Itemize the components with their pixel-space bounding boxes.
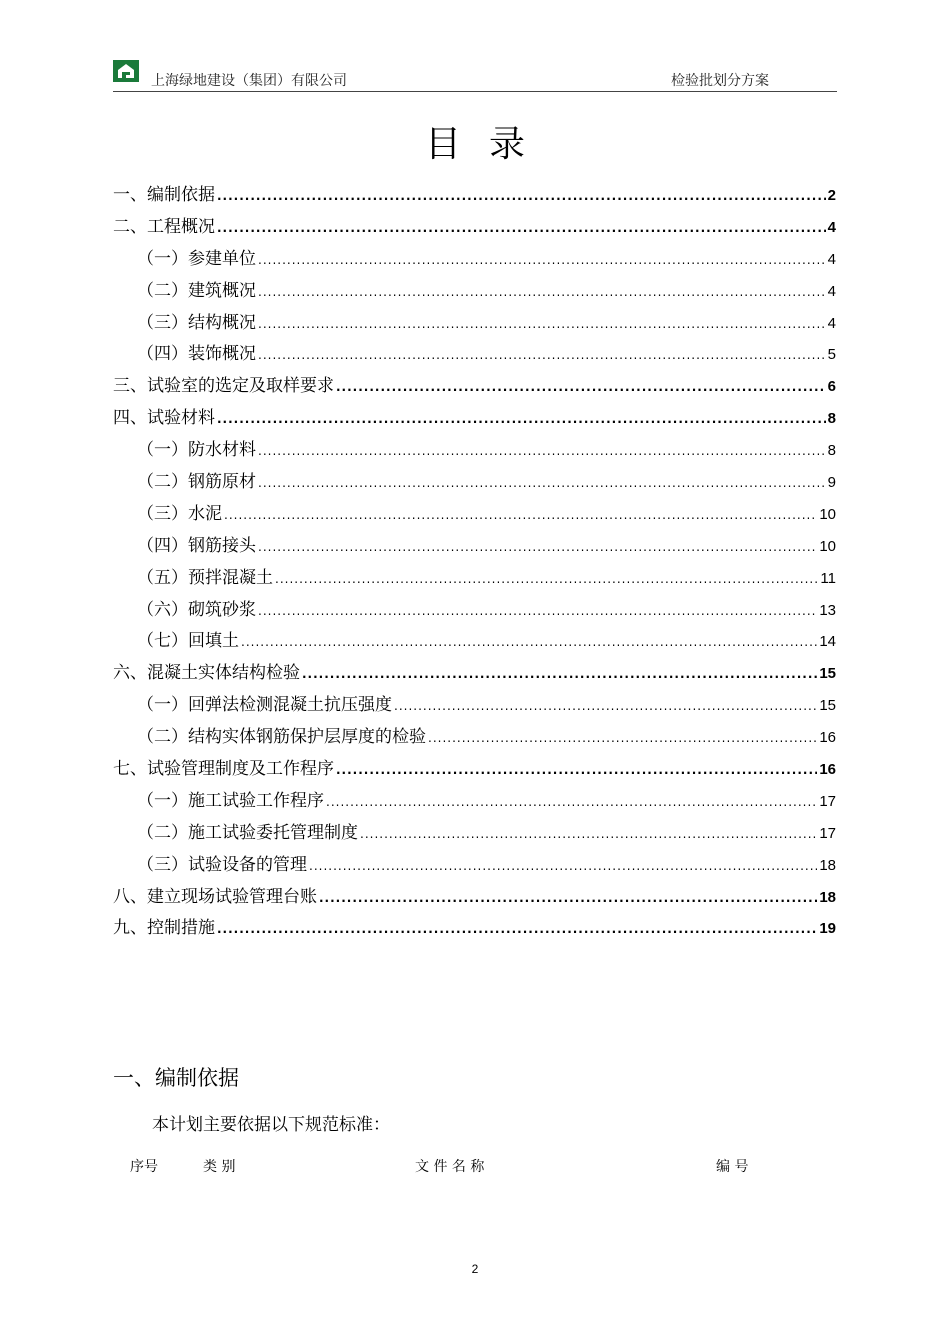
- toc-entry[interactable]: [113, 499, 836, 531]
- toc-entry-page: 16: [819, 729, 836, 747]
- toc-entry-page: 17: [819, 792, 836, 810]
- toc-entry-label: （二）结构实体钢筋保护层厚度的检验: [137, 727, 426, 748]
- section-intro: 本计划主要依据以下规范标准：: [152, 1115, 390, 1135]
- toc-entry-label: （三）结构概况: [137, 312, 256, 333]
- toc-entry[interactable]: [113, 882, 836, 914]
- table-of-contents: [113, 180, 836, 945]
- page-number: 2: [471, 1262, 479, 1276]
- toc-leader-dots: [217, 914, 817, 946]
- toc-entry-page: 4: [827, 218, 836, 236]
- toc-entry-page: 4: [827, 314, 836, 332]
- toc-entry-label: （二）钢筋原材: [137, 472, 256, 493]
- col-header-no: 序号: [130, 1159, 158, 1175]
- toc-entry-page: 18: [819, 856, 836, 874]
- toc-entry[interactable]: [113, 276, 836, 308]
- toc-entry[interactable]: [113, 212, 836, 244]
- toc-leader-dots: [258, 277, 826, 309]
- company-name: 上海绿地建设（集团）有限公司: [151, 73, 347, 89]
- col-header-category: 类 别: [203, 1159, 236, 1175]
- toc-entry-label: 六、混凝土实体结构检验: [113, 663, 300, 684]
- toc-entry-page: 5: [827, 346, 836, 364]
- toc-entry-page: 13: [819, 601, 836, 619]
- toc-entry-page: 17: [819, 824, 836, 842]
- toc-entry[interactable]: [113, 722, 836, 754]
- toc-leader-dots: [258, 596, 817, 628]
- toc-entry[interactable]: [113, 531, 836, 563]
- company-logo-icon: [113, 60, 139, 82]
- toc-entry-page: 8: [827, 442, 836, 460]
- page-header: [113, 60, 837, 92]
- toc-leader-dots: [326, 787, 817, 819]
- toc-entry-label: （一）回弹法检测混凝土抗压强度: [137, 695, 392, 716]
- toc-entry[interactable]: [113, 308, 836, 340]
- col-header-doc-name: 文 件 名 称: [415, 1159, 485, 1175]
- toc-entry-label: 四、试验材料: [113, 408, 215, 429]
- toc-entry[interactable]: [113, 690, 836, 722]
- toc-leader-dots: [258, 436, 826, 468]
- toc-leader-dots: [241, 627, 817, 659]
- toc-leader-dots: [360, 819, 817, 851]
- toc-entry-label: （三）水泥: [137, 503, 222, 524]
- toc-leader-dots: [258, 245, 826, 277]
- toc-leader-dots: [319, 883, 817, 915]
- toc-leader-dots: [336, 372, 826, 404]
- toc-entry-label: 八、建立现场试验管理台账: [113, 886, 317, 907]
- toc-entry-label: （二）施工试验委托管理制度: [137, 822, 358, 843]
- toc-entry-page: 6: [827, 378, 836, 396]
- toc-entry-page: 9: [827, 474, 836, 492]
- toc-leader-dots: [258, 532, 817, 564]
- toc-entry[interactable]: [113, 754, 836, 786]
- toc-leader-dots: [258, 340, 826, 372]
- toc-entry-page: 10: [819, 505, 836, 523]
- toc-entry-page: 4: [827, 250, 836, 268]
- toc-title: 目录: [424, 124, 553, 165]
- toc-entry-page: 4: [827, 282, 836, 300]
- toc-leader-dots: [275, 564, 818, 596]
- toc-entry[interactable]: [113, 435, 836, 467]
- toc-entry[interactable]: [113, 563, 836, 595]
- toc-entry-label: （一）施工试验工作程序: [137, 790, 324, 811]
- col-header-code: 编 号: [716, 1159, 749, 1175]
- toc-entry[interactable]: [113, 658, 836, 690]
- toc-entry-page: 15: [819, 665, 836, 683]
- toc-entry-page: 2: [827, 187, 836, 204]
- toc-entry-label: （六）砌筑砂浆: [137, 599, 256, 620]
- toc-leader-dots: [428, 723, 817, 755]
- toc-entry[interactable]: [113, 180, 836, 212]
- toc-entry-label: （四）装饰概况: [137, 344, 256, 365]
- toc-entry[interactable]: [113, 339, 836, 371]
- toc-entry-label: （一）参建单位: [137, 248, 256, 269]
- toc-leader-dots: [217, 181, 826, 213]
- toc-leader-dots: [217, 213, 826, 245]
- header-divider: [113, 91, 837, 92]
- toc-leader-dots: [336, 755, 817, 787]
- toc-entry-label: 九、控制措施: [113, 918, 215, 939]
- toc-entry-label: （一）防水材料: [137, 440, 256, 461]
- section-heading: 一、编制依据: [113, 1066, 239, 1090]
- toc-entry-label: （四）钢筋接头: [137, 535, 256, 556]
- toc-entry[interactable]: [113, 818, 836, 850]
- toc-entry-page: 10: [819, 537, 836, 555]
- toc-leader-dots: [224, 500, 817, 532]
- toc-entry-page: 8: [827, 410, 836, 428]
- toc-leader-dots: [309, 851, 817, 883]
- toc-entry[interactable]: [113, 371, 836, 403]
- toc-entry-page: 19: [819, 920, 836, 938]
- toc-entry[interactable]: [113, 850, 836, 882]
- toc-entry-label: （二）建筑概况: [137, 280, 256, 301]
- toc-entry[interactable]: [113, 786, 836, 818]
- toc-entry-page: 15: [819, 697, 836, 715]
- toc-leader-dots: [394, 691, 817, 723]
- toc-entry-label: （五）预拌混凝土: [137, 567, 273, 588]
- toc-entry-label: 三、试验室的选定及取样要求: [113, 376, 334, 397]
- toc-entry-page: 11: [820, 569, 836, 587]
- document-title: 检验批划分方案: [671, 73, 769, 89]
- toc-entry[interactable]: [113, 595, 836, 627]
- toc-entry-label: 七、试验管理制度及工作程序: [113, 759, 334, 780]
- standards-table-header: [113, 1156, 836, 1178]
- toc-leader-dots: [258, 309, 826, 341]
- toc-entry-label: （七）回填土: [137, 631, 239, 652]
- toc-leader-dots: [302, 659, 817, 691]
- toc-entry-page: 14: [819, 633, 836, 651]
- toc-entry-page: 16: [819, 761, 836, 779]
- toc-leader-dots: [258, 468, 826, 500]
- toc-entry-label: 二、工程概况: [113, 216, 215, 237]
- toc-entry[interactable]: [113, 244, 836, 276]
- toc-entry-label: （三）试验设备的管理: [137, 854, 307, 875]
- toc-leader-dots: [217, 404, 826, 436]
- toc-entry[interactable]: [113, 913, 836, 945]
- toc-entry[interactable]: [113, 467, 836, 499]
- toc-entry[interactable]: [113, 403, 836, 435]
- toc-entry-label: 一、编制依据: [113, 185, 215, 205]
- toc-entry[interactable]: [113, 626, 836, 658]
- toc-entry-page: 18: [819, 888, 836, 906]
